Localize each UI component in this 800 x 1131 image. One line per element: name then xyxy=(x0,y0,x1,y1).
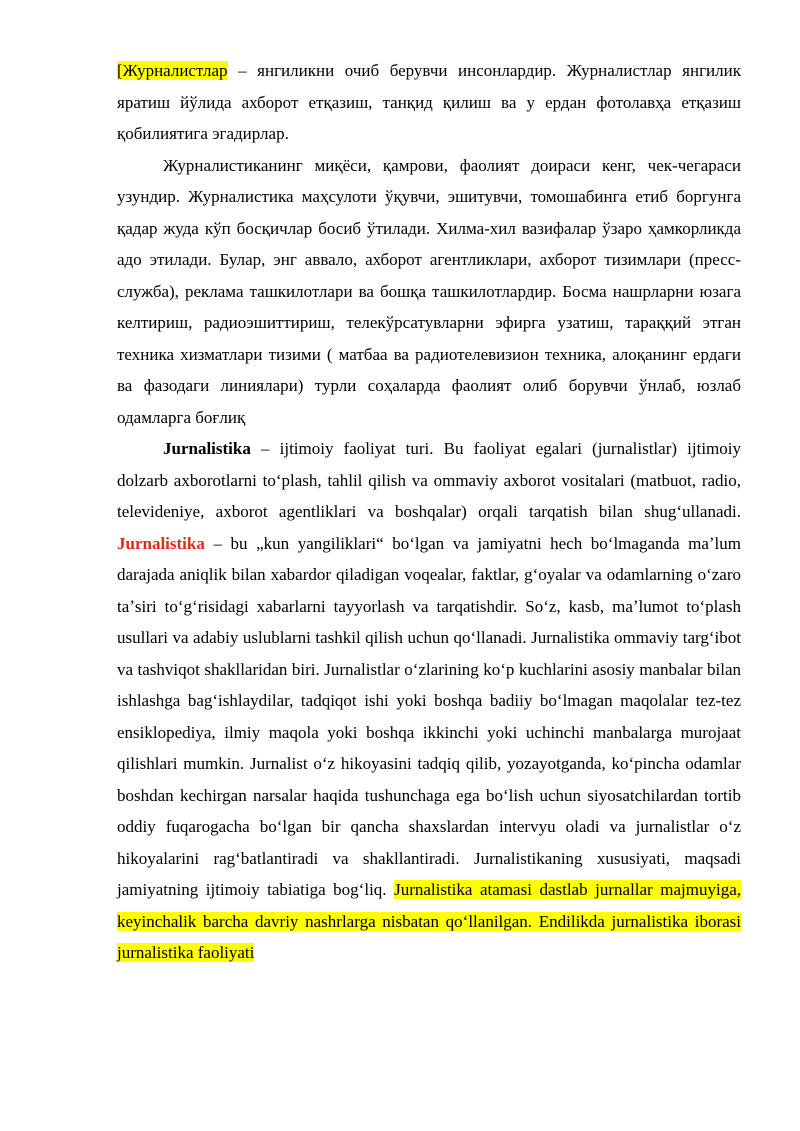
highlighted-passage: Jurnalistika atamasi dastlab jurnallar majmuyiga, keyinchalik barcha davriy nashrlarga nisbatan qoʻllanilgan. Endilikda jurnalistika iborasi jurnalistika faoliyati xyxy=(117,880,741,962)
highlighted-term-journalists: [Журналистлар xyxy=(117,61,228,80)
paragraph-journalism-scope xyxy=(117,150,741,434)
red-term-jurnalistika: Jurnalistika xyxy=(117,533,205,553)
paragraph-journalists-text: – янгиликни очиб берувчи инсонлардир. Журналистлар янгилик яратиш йўлида ахборот етқазиш, танқид қилиш ва у ердан фотолавҳа етқазиш қобилиятига эгадирлар. xyxy=(117,61,741,143)
bold-term-jurnalistika: Jurnalistika xyxy=(163,439,251,458)
paragraph-jurnalistika-definition xyxy=(117,433,741,969)
definition-text-1: – ijtimoiy faoliyat turi. Bu faoliyat egalari (jurnalistlar) ijtimoiy dolzarb axborotlarni toʻplash, tahlil qilish va ommaviy axborot vositalari (matbuot, radio, televideniye, axborot agentliklari va boshqalar) orqali tarqatish bilan shugʻullanadi. xyxy=(117,439,741,521)
paragraph-journalists xyxy=(117,55,741,150)
paragraph-journalism-scope-text: Журналистиканинг миқёси, қамрови, фаолият доираси кенг, чек-чегараси узундир. Журналистика маҳсулоти ўқувчи, эшитувчи, томошабинга етиб боргунга қадар жуда кўп босқичлар босиб ўтилади. Хилма-хил вазифалар ўзаро ҳамкорликда адо этилади. Булар, энг аввало, ахборот агентликлари, ахборот тизимлари (пресс-служба), реклама ташкилотлари ва бошқа ташкилотлардир. Босма нашрларни юзага келтириш, радиоэшиттириш, телекўрсатувларни эфирга узатиш, тараққий этган техника хизматлари тизими ( матбаа ва радиотелевизион техника, алоқанинг ердаги ва фазодаги линиялари) турли соҳаларда фаолият олиб борувчи ўнлаб, юзлаб одамларга боғлиқ xyxy=(117,155,741,427)
definition-text-2: – bu „kun yangiliklari“ boʻlgan va jamiyatni hech boʻlmaganda maʼlum darajada aniqlik bilan xabardor qiladigan voqealar, faktlar, gʻoyalar va odamlarning oʻzaro taʼsiri toʻgʻrisidagi xabarlarni tayyorlash va tarqatishdir. Soʻz, kasb, maʼlumot toʻplash usullari va adabiy uslublarni tashkil qilish uchun qoʻllanadi. Jurnalistika ommaviy targʻibot va tashviqot shakllaridan biri. Jurnalistlar oʻzlarining koʻp kuchlarini asosiy manbalar bilan ishlashga bagʻishlaydilar, tadqiqot ishi yoki boshqa badiiy boʻlmagan maqolalar tez-tez ensiklopediya, ilmiy maqola yoki boshqa ikkinchi yoki uchinchi manbalarga murojaat qilishlari mumkin. Jurnalist oʻz hikoyasini tadqiq qilib, yozayotganda, koʻpincha odamlar boshdan kechirgan narsalar haqida tushunchaga ega boʻlish uchun siyosatchilardan tortib oddiy fuqarogacha boʻlgan bir qancha shaxslardan intervyu oladi va jurnalistlar oʻz hikoyalarini ragʻbatlantiradi va shakllantiradi. Jurnalistikaning xususiyati, maqsadi jamiyatning ijtimoiy tabiatiga bogʻliq. xyxy=(117,533,741,899)
